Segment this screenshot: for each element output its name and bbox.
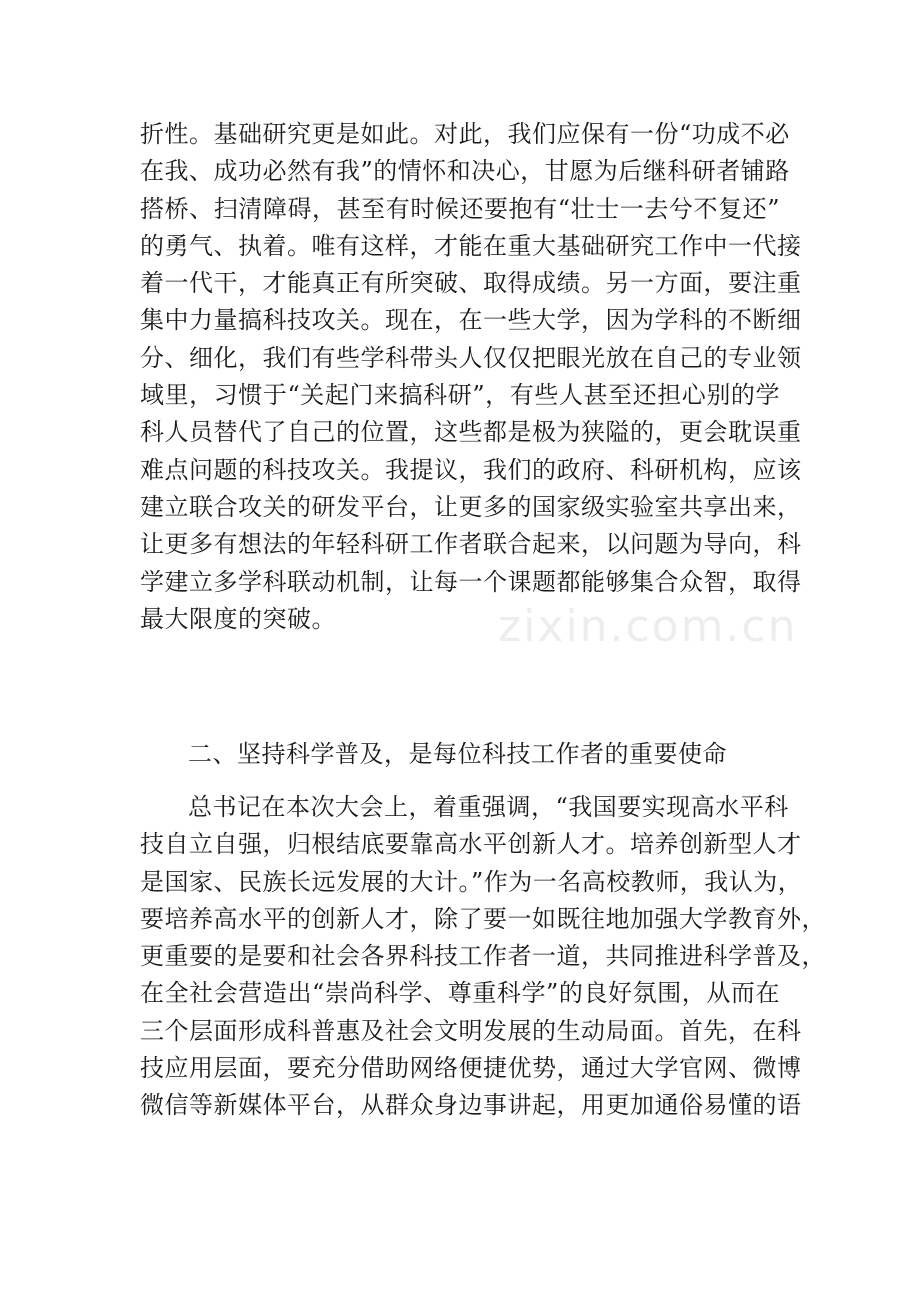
text-line: 技应用层面，要充分借助网络便捷优势，通过大学官网、微博 (140, 1054, 802, 1083)
text-line: 的勇气、执着。唯有这样，才能在重大基础研究工作中一代接 (140, 231, 802, 260)
text-line: 在全社会营造出“崇尚科学、尊重科学”的良好氛围，从而在 (140, 979, 780, 1008)
text-line: 在我、成功必然有我”的情怀和决心，甘愿为后继科研者铺路 (140, 157, 790, 186)
paragraph-1 (140, 116, 802, 638)
text-line: 折性。基础研究更是如此。对此，我们应保有一份“功成不必 (140, 120, 790, 148)
text-line: 总书记在本次大会上，着重强调，“我国要实现高水平科 (188, 793, 789, 821)
text-line: 技自立自强，归根结底要靠高水平创新人才。培养创新型人才 (140, 830, 802, 859)
text-line: 三个层面形成科普惠及社会文明发展的生动局面。首先，在科 (140, 1016, 802, 1045)
text-line: 难点问题的科技攻关。我提议，我们的政府、科研机构，应该 (140, 455, 802, 484)
paragraph-2 (140, 789, 826, 1125)
text-line: 微信等新媒体平台，从群众身边事讲起，用更加通俗易懂的语 (140, 1091, 802, 1120)
text-line: 让更多有想法的年轻科研工作者联合起来，以问题为导向，科 (140, 530, 802, 559)
text-line: 学建立多学科联动机制，让每一个课题都能够集合众智，取得 (140, 567, 802, 596)
text-line: 最大限度的突破。 (140, 604, 336, 633)
text-line: 搭桥、扫清障碍，甚至有时候还要抱有“壮士一去兮不复还” (140, 194, 780, 223)
text-line: 建立联合攻关的研发平台，让更多的国家级实验室共享出来， (140, 492, 802, 521)
text-line: 更重要的是要和社会各界科技工作者一道，共同推进科学普及， (140, 942, 826, 971)
text-line: 要培养高水平的创新人才，除了要一如既往地加强大学教育外， (140, 904, 826, 933)
section-heading: 二、坚持科学普及，是每位科技工作者的重要使命 (188, 740, 727, 768)
text-line: 着一代干，才能真正有所突破、取得成绩。另一方面，要注重 (140, 269, 802, 298)
watermark: zixin.com.cn (498, 601, 798, 652)
text-line: 集中力量搞科技攻关。现在，在一些大学，因为学科的不断细 (140, 306, 802, 335)
text-line: 分、细化，我们有些学科带头人仅仅把眼光放在自己的专业领 (140, 343, 802, 372)
text-line: 域里，习惯于“关起门来搞科研”，有些人甚至还担心别的学 (140, 381, 780, 410)
text-line: 科人员替代了自己的位置，这些都是极为狭隘的，更会耽误重 (140, 418, 802, 447)
text-line: 是国家、民族长远发展的大计。”作为一名高校教师，我认为， (140, 867, 803, 896)
